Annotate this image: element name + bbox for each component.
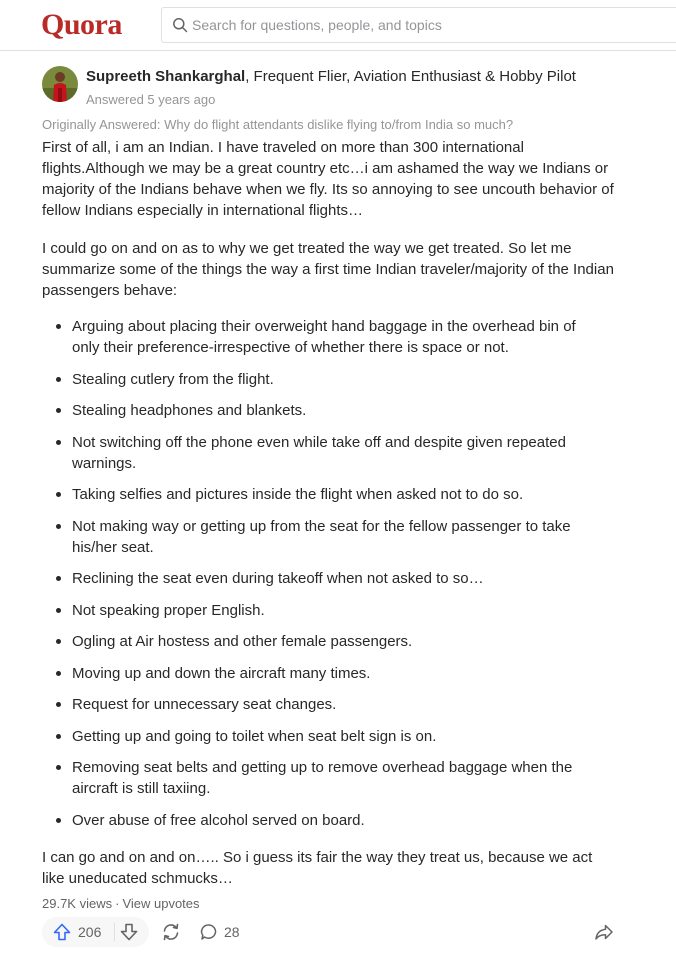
list-item: Stealing cutlery from the flight. [42,369,587,390]
list-item: Ogling at Air hostess and other female passengers. [42,631,587,652]
list-item: Over abuse of free alcohol served on board. [42,810,587,831]
list-item: Stealing headphones and blankets. [42,400,587,421]
list-item: Arguing about placing their overweight hand baggage in the overhead bin of only their preference-irrespective of whether there is space or not. [42,316,587,358]
list-item: Not switching off the phone even while take off and despite given repeated warnings. [42,432,587,474]
upvote-count: 206 [78,924,102,940]
author-credential: , Frequent Flier, Aviation Enthusiast & Hobby Pilot [245,68,576,85]
action-bar [42,917,632,947]
comment-count: 28 [224,924,240,940]
comment-button[interactable] [200,922,240,942]
answer-paragraph: I could go on and on as to why we get treated the way we get treated. So let me summarize some of the things the way a first time Indian traveler/majority of the Indian passengers behave: [42,240,614,299]
bullet-list [42,316,617,831]
answer-content [42,137,617,889]
list-item: Request for unnecessary seat changes. [42,694,587,715]
list-item: Moving up and down the aircraft many times. [42,663,587,684]
share-arrow-icon[interactable] [593,922,615,942]
list-item: Taking selfies and pictures inside the flight when asked not to do so. [42,484,587,505]
avatar-image [42,66,78,102]
search-input[interactable] [192,8,672,42]
vote-divider [114,923,115,941]
list-item: Not speaking proper English. [42,600,587,621]
quora-logo[interactable]: Quora [41,8,122,41]
vote-group [42,917,149,947]
author-line [86,68,576,85]
original-question[interactable]: Originally Answered: Why do flight attendants dislike flying to/from India so much? [42,117,514,132]
reshare-icon[interactable] [160,922,182,942]
answer-paragraph: First of all, i am an Indian. I have traveled on more than 300 international flights.Although we may be a great country etc…i am ashamed the way we Indians or majority of the Indians behave when we fly. Its so annoying to see uncouth behavior of fellow Indians especially in international flights… [42,139,614,219]
list-item: Getting up and going to toilet when seat belt sign is on. [42,726,587,747]
author-name[interactable]: Supreeth Shankarghal [86,68,246,85]
search-box[interactable] [161,7,676,43]
list-item: Not making way or getting up from the seat for the fellow passenger to take his/her seat. [42,516,587,558]
answer-stats [42,896,200,911]
view-upvotes-link[interactable]: View upvotes [122,896,200,911]
avatar[interactable] [42,66,78,102]
stats-separator: · [115,896,120,911]
downvote-arrow-icon [119,922,139,942]
upvote-arrow-icon [52,922,72,942]
answer-paragraph: I can go and on and on….. So i guess its fair the way they treat us, because we act like uneducated schmucks… [42,848,593,887]
upvote-button[interactable] [42,917,112,947]
comment-bubble-icon [200,923,218,941]
top-bar [0,0,676,51]
list-item: Reclining the seat even during takeoff when not asked to so… [42,568,587,589]
answered-date[interactable]: Answered 5 years ago [86,92,216,107]
search-icon [172,17,188,33]
list-item: Removing seat belts and getting up to remove overhead baggage when the aircraft is still taxiing. [42,757,587,799]
view-count: 29.7K views [42,896,113,911]
downvote-button[interactable] [118,922,140,942]
